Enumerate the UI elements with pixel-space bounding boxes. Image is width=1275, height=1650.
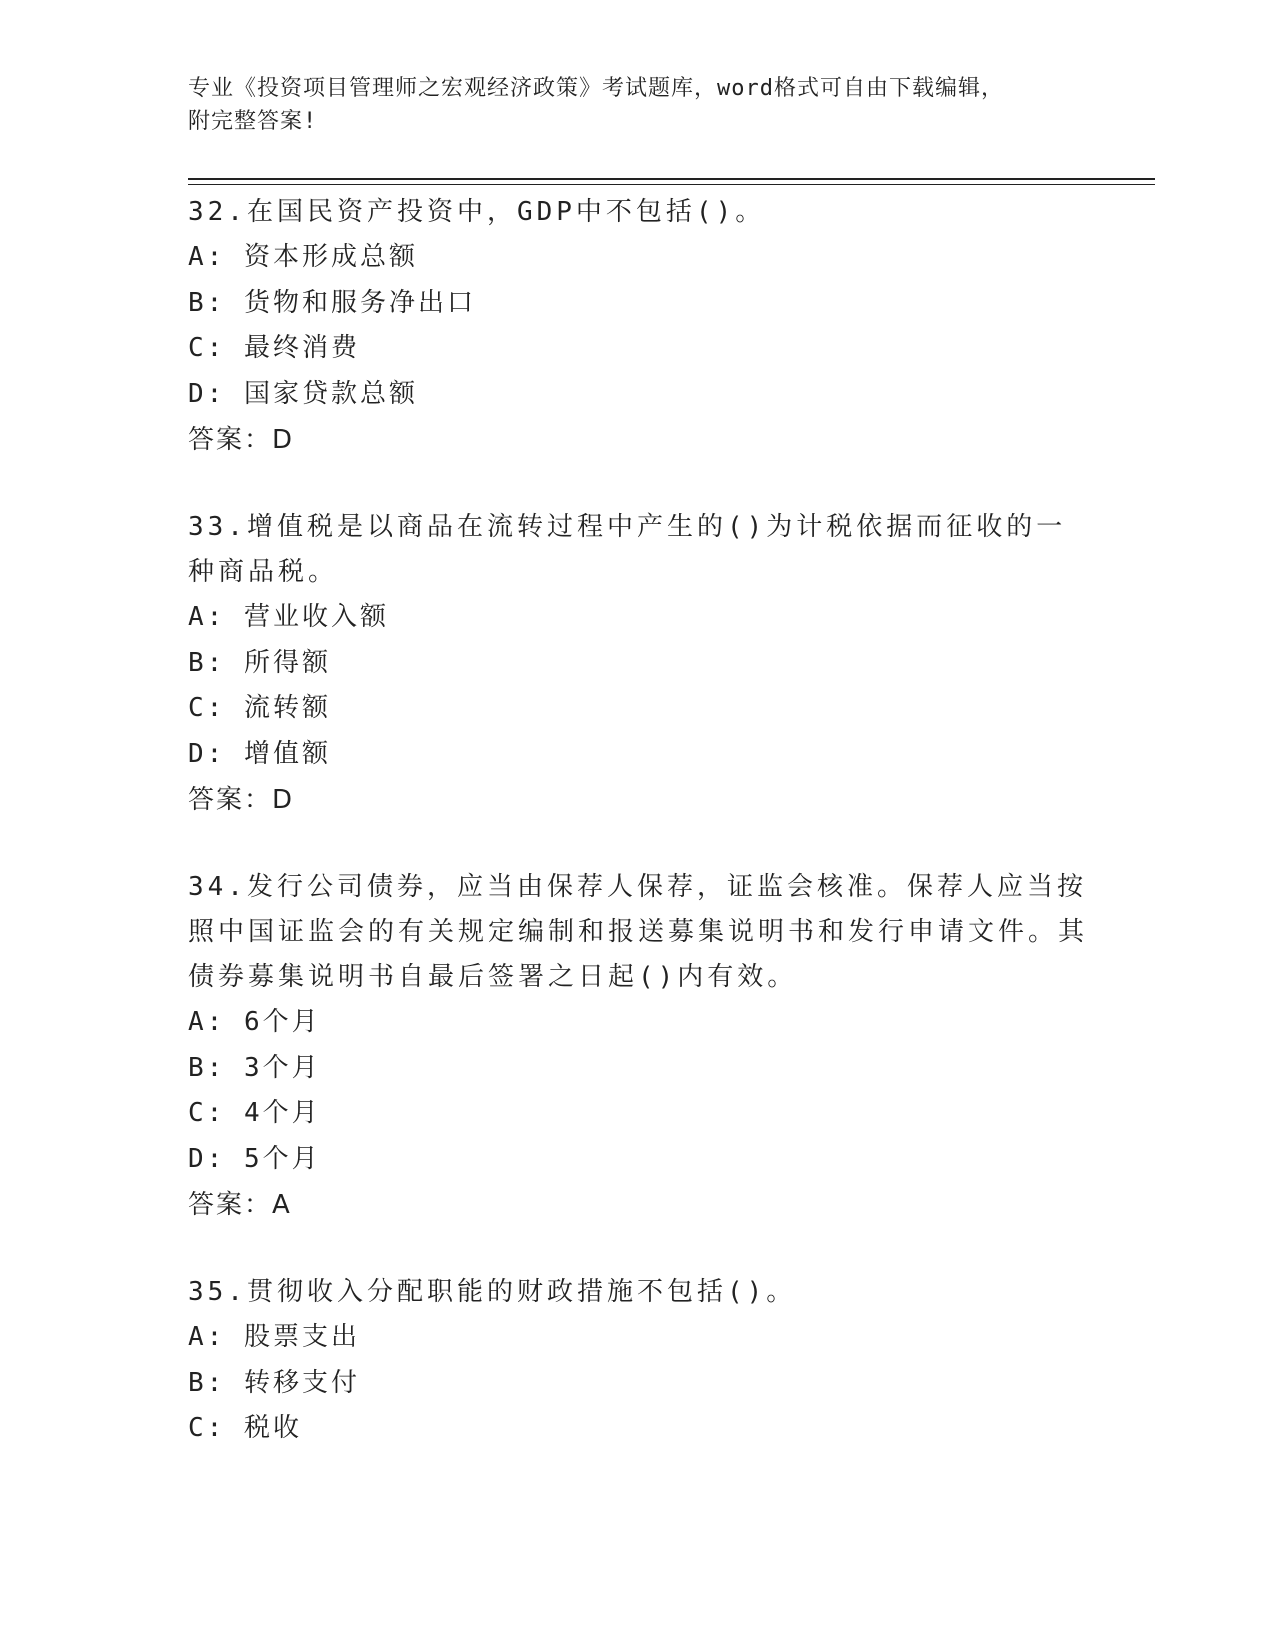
question-stem: 35.贯彻收入分配职能的财政措施不包括()。 <box>188 1277 797 1307</box>
answer-line: 答案：D <box>188 785 295 815</box>
question-34 <box>188 865 1093 1228</box>
question-33 <box>188 505 1093 823</box>
header-line-2: 附完整答案! <box>188 109 318 134</box>
question-stem: 34.发行公司债券，应当由保荐人保荐，证监会核准。保荐人应当按照中国证监会的有关规定编制和报送募集说明书和发行申请文件。其债券募集说明书自最后签署之日起()内有效。 <box>188 872 1089 992</box>
option-d: D: 5个月 <box>188 1143 321 1174</box>
option-a: A: 股票支出 <box>188 1322 360 1352</box>
option-d: D: 增值额 <box>188 738 331 769</box>
option-b: B: 转移支付 <box>188 1367 360 1398</box>
header-divider <box>188 178 1155 185</box>
option-a: A: 6个月 <box>188 1007 321 1037</box>
question-stem: 33.增值税是以商品在流转过程中产生的()为计税依据而征收的一种商品税。 <box>188 512 1067 587</box>
answer-line: 答案：A <box>188 1190 292 1220</box>
option-a: A: 资本形成总额 <box>188 242 418 272</box>
header-line-1: 专业《投资项目管理师之宏观经济政策》考试题库，word格式可自由下载编辑， <box>188 76 1004 101</box>
answer-line: 答案：D <box>188 425 295 455</box>
option-a: A: 营业收入额 <box>188 602 389 632</box>
option-c: C: 流转额 <box>188 693 331 723</box>
question-32 <box>188 190 1093 463</box>
question-35 <box>188 1270 1093 1452</box>
question-stem: 32.在国民资产投资中，GDP中不包括()。 <box>188 197 766 227</box>
option-c: C: 最终消费 <box>188 333 360 363</box>
option-b: B: 货物和服务净出口 <box>188 287 476 318</box>
option-d: D: 国家贷款总额 <box>188 378 418 409</box>
option-c: C: 税收 <box>188 1413 302 1443</box>
question-list <box>188 190 1093 1452</box>
option-c: C: 4个月 <box>188 1098 321 1128</box>
document-header <box>188 72 1088 138</box>
option-b: B: 3个月 <box>188 1052 321 1083</box>
option-b: B: 所得额 <box>188 647 331 678</box>
